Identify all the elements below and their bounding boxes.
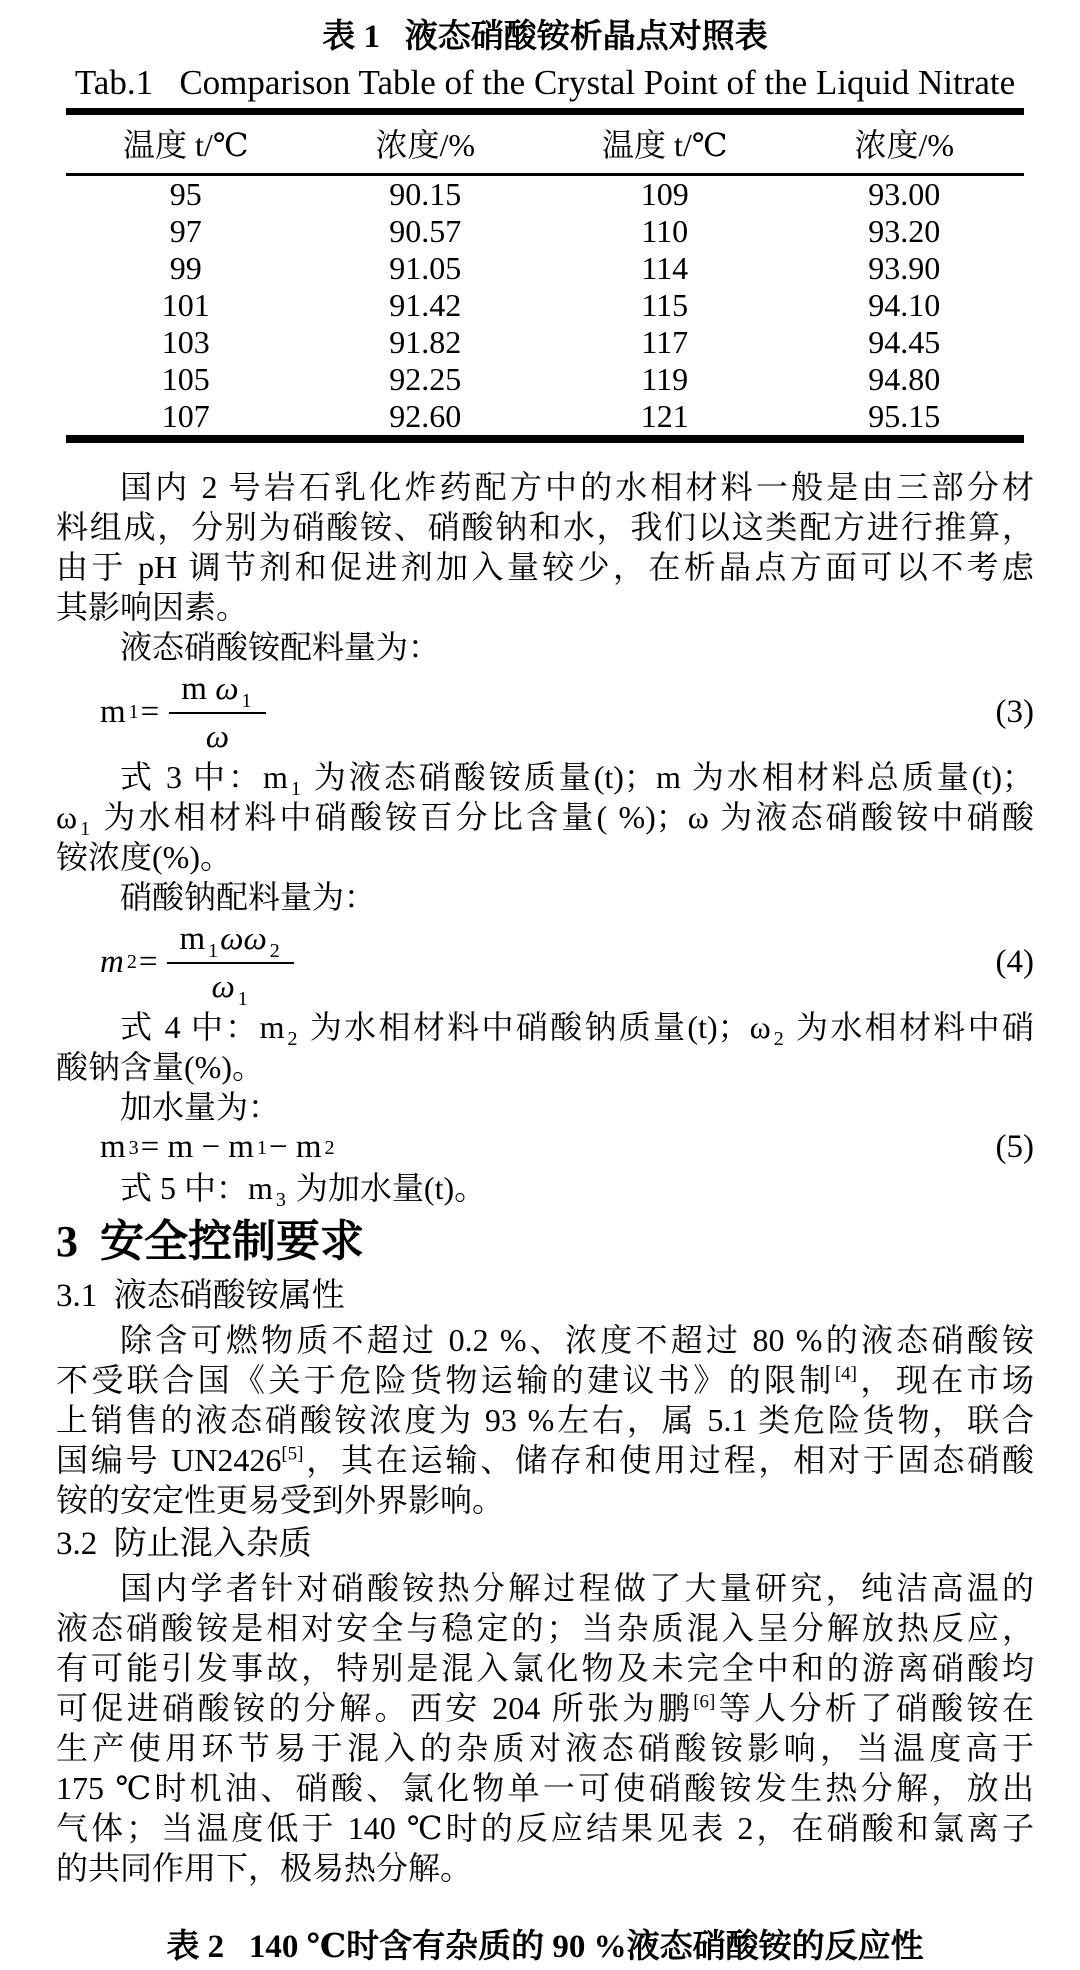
text-run: 铵浓度(%)。 <box>56 839 232 875</box>
section-heading: 3 安全控制要求 <box>56 1217 364 1266</box>
equation: m 3 = m − m 1 − m 2 <box>100 1129 335 1165</box>
fraction <box>169 669 265 755</box>
table-cell: 114 <box>641 250 689 286</box>
equation: m 2 = $\frac{m _1\omega\omega _2}{\omega _1}$ <box>100 919 294 1005</box>
text-run: ω <box>205 719 230 755</box>
table-cell: 119 <box>641 361 689 397</box>
equation-number: (5) <box>995 1129 1034 1165</box>
subscript: 1 <box>80 818 91 841</box>
text-run: m <box>100 943 124 980</box>
text-run: 液态硝酸铵是相对安全与稳定的；当杂质混入呈分解放热反应， <box>56 1610 1034 1646</box>
text-line <box>56 627 1034 667</box>
denominator <box>211 964 249 1010</box>
citation-ref: [4] <box>834 1363 857 1385</box>
text-line <box>56 1168 1034 1212</box>
formula <box>56 919 1034 1010</box>
table-cell: 95 <box>169 176 202 212</box>
table-header-cell: 浓度/% <box>785 112 1025 175</box>
text-line <box>56 1568 1034 1608</box>
table-cell: 92.25 <box>389 361 462 397</box>
text-run: = <box>138 943 158 980</box>
text-line <box>56 1808 1034 1848</box>
text-run: ω <box>56 799 78 835</box>
text-run: 酸钠含量(%)。 <box>56 1049 264 1085</box>
text-run: 可促进硝酸铵的分解。西安 204 所张为鹏 <box>56 1690 694 1726</box>
text-run: ，现在市场 <box>856 1362 1034 1398</box>
text-run: − m <box>268 1129 322 1165</box>
text-line <box>56 547 1034 587</box>
table-cell: 91.42 <box>389 287 462 323</box>
table-cell: 117 <box>641 324 689 360</box>
table-cell: 97 <box>169 213 202 249</box>
text-line <box>56 1320 1034 1360</box>
table-cell: 94.80 <box>868 361 941 397</box>
table-cell: 93.00 <box>868 176 941 212</box>
table-row <box>66 398 1024 439</box>
table-cell: 101 <box>161 287 210 323</box>
text-line <box>56 1360 1034 1400</box>
equation-number: (4) <box>995 943 1034 980</box>
text-run: m <box>100 693 126 730</box>
text-line <box>56 1848 1034 1888</box>
text-run: ω <box>211 969 235 1005</box>
text-line <box>56 1087 1034 1127</box>
table-cell: 95.15 <box>868 398 941 434</box>
text-run: 为水相材料中硝 <box>785 1009 1034 1045</box>
paragraph <box>56 627 1034 667</box>
subsection-heading: 3.2 防止混入杂质 <box>56 1526 312 1562</box>
text-line <box>56 1648 1034 1688</box>
table2-title: 表 2 140 ℃时含有杂质的 90 %液态硝酸铵的反应性 <box>166 1929 924 1965</box>
text-run: 由于 pH 调节剂和促进剂加入量较少，在析晶点方面可以不考虑 <box>56 549 1034 585</box>
text-run: 铵的安定性更易受到外界影响。 <box>56 1482 505 1518</box>
table-row <box>66 361 1024 398</box>
table-header-row <box>66 112 1024 175</box>
table-cell: 107 <box>161 398 210 434</box>
subscript: 3 <box>275 1189 286 1212</box>
table-cell: 90.15 <box>389 176 462 212</box>
citation-ref: [6] <box>693 1691 716 1713</box>
equation-number: (3) <box>995 693 1034 730</box>
text-run: 为水相材料中硝酸钠质量(t)；ω <box>299 1009 771 1045</box>
text-run: 上销售的液态硝酸铵浓度为 93 %左右，属 5.1 类危险货物，联合 <box>56 1402 1034 1438</box>
table1-title-chinese: 表 1 液态硝酸铵析晶点对照表 <box>322 19 768 55</box>
subscript: 1 <box>237 987 248 1010</box>
table1-title-english: Tab.1 Comparison Table of the Crystal Point of the Liquid Nitrate <box>74 63 1016 102</box>
table-cell: 105 <box>161 361 210 397</box>
paragraph <box>56 1320 1034 1520</box>
table-cell: 115 <box>641 287 689 323</box>
text-run: m <box>100 1129 126 1165</box>
table-header-cell: 温度 t/℃ <box>66 112 306 175</box>
table-row <box>66 287 1024 324</box>
table-cell: 103 <box>161 324 210 360</box>
text-run: ，其在运输、储存和使用过程，相对于固态硝酸 <box>303 1442 1034 1478</box>
text-run: ω <box>215 671 239 707</box>
formula <box>56 669 1034 755</box>
text-line <box>56 1688 1034 1728</box>
subscript: 1 <box>241 689 252 712</box>
text-line <box>56 467 1034 507</box>
text-run: ωω <box>220 921 267 957</box>
text-run: 其影响因素。 <box>56 589 249 625</box>
text-line <box>56 837 1034 877</box>
text-run: m <box>179 921 206 957</box>
text-line <box>56 757 1034 801</box>
fraction <box>167 919 293 1010</box>
citation-ref: [5] <box>281 1443 304 1465</box>
text-run: 除含可燃物质不超过 0.2 %、浓度不超过 80 %的液态硝酸铵 <box>120 1322 1034 1358</box>
table-cell: 99 <box>169 250 202 286</box>
paragraph <box>56 1087 1034 1127</box>
table1-body <box>66 175 1024 440</box>
table-cell: 94.10 <box>868 287 941 323</box>
table-cell: 93.20 <box>868 213 941 249</box>
subscript: 1 <box>290 778 301 801</box>
equation: m 1 = $\frac{m \omega _1}{\omega}$ <box>100 669 266 755</box>
table1-head <box>66 112 1024 175</box>
text-line <box>56 1728 1034 1768</box>
text-run: 的共同作用下，极易热分解。 <box>56 1850 473 1886</box>
text-run: = m − m <box>140 1129 254 1165</box>
table-cell: 90.57 <box>389 213 462 249</box>
text-line <box>56 1768 1034 1808</box>
table-header-cell: 温度 t/℃ <box>545 112 785 175</box>
numerator <box>167 919 293 964</box>
table-cell: 109 <box>640 176 689 212</box>
text-line <box>56 507 1034 547</box>
table-cell: 93.90 <box>868 250 941 286</box>
text-run: 为加水量(t)。 <box>287 1170 487 1206</box>
paragraph <box>56 757 1034 877</box>
subsection-heading: 3.1 液态硝酸铵属性 <box>56 1278 345 1314</box>
table-row <box>66 250 1024 287</box>
paragraph <box>56 1568 1034 1888</box>
table-cell: 92.60 <box>389 398 462 434</box>
text-run: 为液态硝酸铵质量(t)；m 为水相材料总质量(t)； <box>302 759 1034 795</box>
paragraph <box>56 467 1034 627</box>
paragraph <box>56 877 1034 917</box>
table-cell: 91.05 <box>389 250 462 286</box>
table-cell: 110 <box>641 213 689 249</box>
text-line <box>56 1440 1034 1480</box>
table-header-cell: 浓度/% <box>306 112 546 175</box>
text-run: 不受联合国《关于危险货物运输的建议书》的限制 <box>56 1362 835 1398</box>
text-line <box>56 1047 1034 1087</box>
subscript: 2 <box>269 939 280 962</box>
text-run: m <box>181 671 216 707</box>
text-run: 为水相材料中硝酸铵百分比含量( %)；ω 为液态硝酸铵中硝酸 <box>92 799 1034 835</box>
formula <box>56 1129 1034 1166</box>
table-cell: 121 <box>640 398 689 434</box>
denominator <box>206 714 229 755</box>
table-row <box>66 213 1024 250</box>
text-run: 等人分析了硝酸铵在 <box>715 1690 1034 1726</box>
text-run: 生产使用环节易于混入的杂质对液态硝酸铵影响，当温度高于 <box>56 1730 1034 1766</box>
subscript: 2 <box>287 1028 298 1051</box>
text-run: 料组成，分别为硝酸铵、硝酸钠和水，我们以这类配方进行推算， <box>56 509 1034 545</box>
table-row <box>66 324 1024 361</box>
text-line <box>56 1400 1034 1440</box>
table-cell: 94.45 <box>868 324 941 360</box>
text-run: 国编号 UN2426 <box>56 1442 282 1478</box>
text-line <box>56 877 1034 917</box>
text-run: 加水量为： <box>120 1089 281 1125</box>
text-run: 国内 2 号岩石乳化炸药配方中的水相材料一般是由三部分材 <box>120 469 1034 505</box>
text-run: 气体；当温度低于 140 ℃时的反应结果见表 2，在硝酸和氯离子 <box>56 1810 1034 1846</box>
numerator <box>169 669 265 714</box>
subscript: 1 <box>208 939 219 962</box>
text-line <box>56 1608 1034 1648</box>
text-line <box>56 1007 1034 1051</box>
text-run: = <box>140 693 160 730</box>
paragraph <box>56 1007 1034 1087</box>
table-row <box>66 175 1024 214</box>
text-run: 国内学者针对硝酸铵热分解过程做了大量研究，纯洁高温的 <box>120 1570 1034 1606</box>
text-line <box>56 1480 1034 1520</box>
table-cell: 91.82 <box>389 324 462 360</box>
text-run: 175 ℃时机油、硝酸、氯化物单一可使硝酸铵发生热分解，放出 <box>56 1770 1034 1806</box>
text-run: 式 3 中：m <box>120 759 288 795</box>
text-run: 硝酸钠配料量为： <box>120 879 377 915</box>
text-run: 式 5 中：m <box>120 1170 273 1206</box>
table1 <box>66 108 1024 443</box>
text-line <box>56 797 1034 841</box>
text-run: 液态硝酸铵配料量为： <box>120 629 441 665</box>
paragraph <box>56 1168 1034 1212</box>
text-line <box>56 587 1034 627</box>
document-body <box>56 467 1034 1888</box>
subscript: 2 <box>773 1028 784 1051</box>
text-run: 式 4 中：m <box>120 1009 285 1045</box>
text-run: 有可能引发事故，特别是混入氯化物及未完全中和的游离硝酸均 <box>56 1650 1034 1686</box>
